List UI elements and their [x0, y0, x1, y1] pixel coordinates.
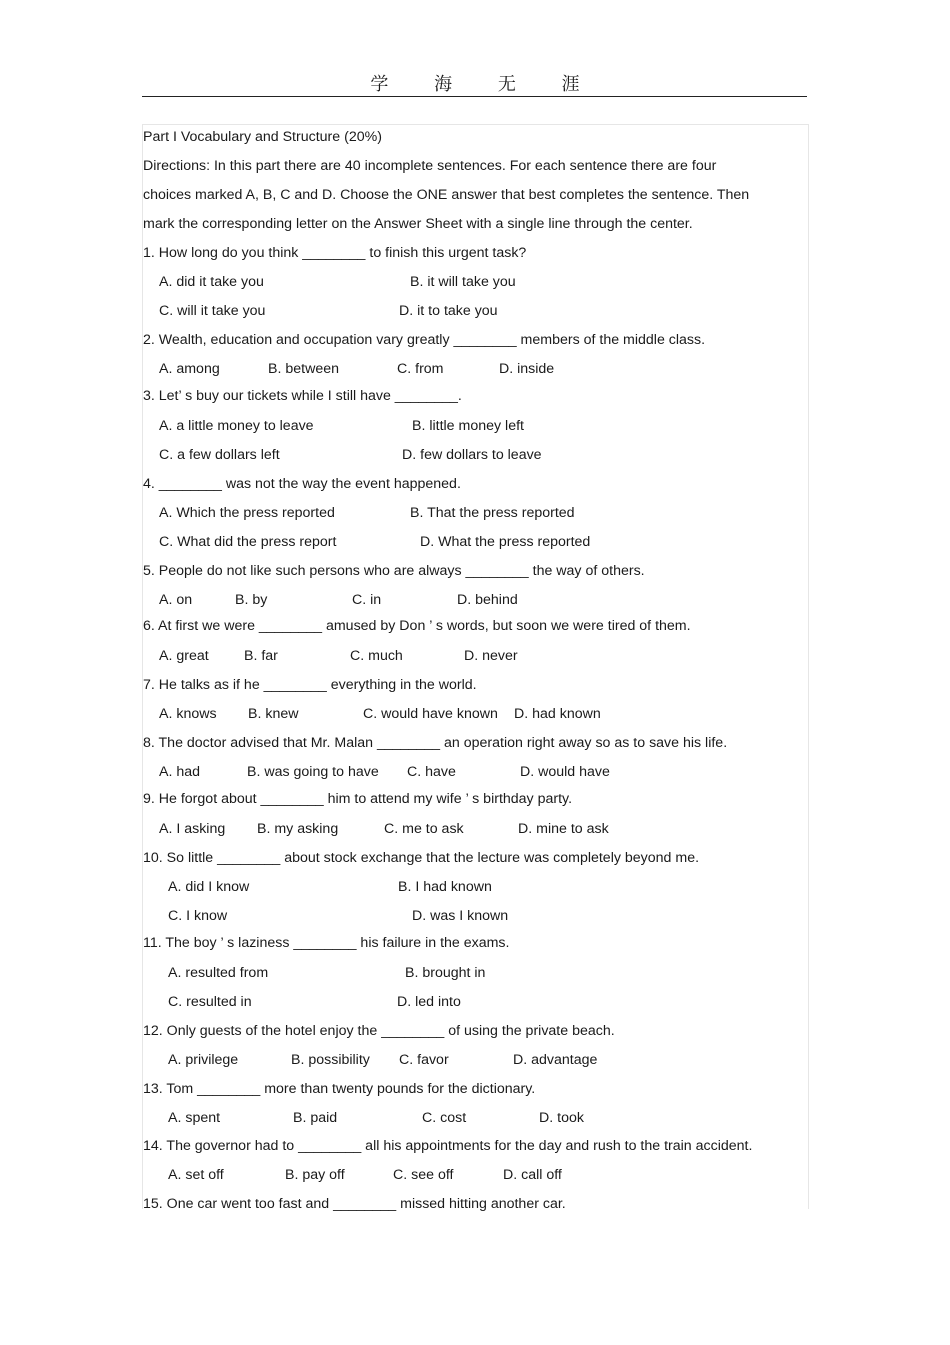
- answer-option: A. set off: [168, 1167, 224, 1183]
- question-stem: 10. So little ________ about stock exchange that the lecture was completely beyond me.: [143, 850, 700, 866]
- answer-option: C. will it take you: [159, 303, 266, 319]
- question-stem: 12. Only guests of the hotel enjoy the ________ of using the private beach.: [143, 1023, 615, 1039]
- answer-option: B. brought in: [405, 965, 486, 981]
- section-title: Part I Vocabulary and Structure (20%): [143, 129, 382, 145]
- answer-option: C. cost: [422, 1110, 467, 1126]
- question-stem: 11. The boy ’ s laziness ________ his failure in the exams.: [143, 935, 510, 951]
- answer-option: A. privilege: [168, 1052, 239, 1068]
- answer-option: D. was I known: [412, 908, 509, 924]
- answer-option: A. resulted from: [168, 965, 269, 981]
- question-stem: 13. Tom ________ more than twenty pounds for the dictionary.: [143, 1081, 536, 1097]
- answer-option: C. much: [350, 648, 403, 664]
- question-stem: 3. Let’ s buy our tickets while I still have ________.: [143, 388, 462, 404]
- answer-option: C. What did the press report: [159, 534, 337, 550]
- header-divider: [142, 96, 807, 97]
- answer-option: A. did I know: [168, 879, 250, 895]
- answer-option: B. far: [244, 648, 278, 664]
- directions-line: mark the corresponding letter on the Answer Sheet with a single line through the center.: [143, 216, 693, 232]
- answer-option: D. call off: [503, 1167, 562, 1183]
- answer-option: A. I asking: [159, 821, 226, 837]
- answer-option: D. mine to ask: [518, 821, 609, 837]
- question-stem: 6. At first we were ________ amused by Don ’ s words, but soon we were tired of them.: [143, 618, 691, 634]
- answer-option: B. I had known: [398, 879, 492, 895]
- answer-option: A. among: [159, 361, 220, 377]
- answer-option: D. took: [539, 1110, 584, 1126]
- answer-option: C. me to ask: [384, 821, 464, 837]
- answer-option: B. it will take you: [410, 274, 516, 290]
- answer-option: C. from: [397, 361, 444, 377]
- answer-option: D. it to take you: [399, 303, 498, 319]
- answer-option: D. behind: [457, 592, 518, 608]
- answer-option: B. was going to have: [247, 764, 379, 780]
- answer-option: D. What the press reported: [420, 534, 591, 550]
- question-stem: 7. He talks as if he ________ everything in the world.: [143, 677, 477, 693]
- answer-option: B. little money left: [412, 418, 524, 434]
- answer-option: C. in: [352, 592, 382, 608]
- answer-option: B. my asking: [257, 821, 339, 837]
- question-stem: 8. The doctor advised that Mr. Malan ________ an operation right away so as to save his life.: [143, 735, 728, 751]
- question-stem: 15. One car went too fast and ________ missed hitting another car.: [143, 1196, 566, 1212]
- answer-option: D. never: [464, 648, 518, 664]
- answer-option: B. paid: [293, 1110, 338, 1126]
- directions-line: Directions: In this part there are 40 incomplete sentences. For each sentence there are four: [143, 158, 717, 174]
- page-header-title: 学 海 无 涯: [370, 74, 600, 95]
- answer-option: A. spent: [168, 1110, 221, 1126]
- answer-option: D. led into: [397, 994, 461, 1010]
- question-stem: 4. ________ was not the way the event happened.: [143, 476, 461, 492]
- answer-option: C. see off: [393, 1167, 454, 1183]
- answer-option: A. knows: [159, 706, 217, 722]
- question-stem: 9. He forgot about ________ him to attend my wife ’ s birthday party.: [143, 791, 573, 807]
- answer-option: A. great: [159, 648, 209, 664]
- answer-option: C. would have known: [363, 706, 498, 722]
- answer-option: D. few dollars to leave: [402, 447, 542, 463]
- answer-option: A. did it take you: [159, 274, 264, 290]
- answer-option: A. on: [159, 592, 193, 608]
- question-stem: 2. Wealth, education and occupation vary greatly ________ members of the middle class.: [143, 332, 706, 348]
- answer-option: A. had: [159, 764, 201, 780]
- answer-option: D. advantage: [513, 1052, 598, 1068]
- answer-option: D. would have: [520, 764, 610, 780]
- answer-option: B. knew: [248, 706, 299, 722]
- question-stem: 14. The governor had to ________ all his appointments for the day and rush to the train accident.: [143, 1138, 753, 1154]
- answer-option: B. between: [268, 361, 339, 377]
- question-stem: 1. How long do you think ________ to finish this urgent task?: [143, 245, 527, 261]
- answer-option: B. pay off: [285, 1167, 345, 1183]
- answer-option: C. resulted in: [168, 994, 252, 1010]
- directions-line: choices marked A, B, C and D. Choose the ONE answer that best completes the sentence. Then: [143, 187, 750, 203]
- answer-option: C. a few dollars left: [159, 447, 280, 463]
- answer-option: B. by: [235, 592, 268, 608]
- answer-option: D. inside: [499, 361, 555, 377]
- answer-option: B. possibility: [291, 1052, 370, 1068]
- question-stem: 5. People do not like such persons who are always ________ the way of others.: [143, 563, 645, 579]
- answer-option: C. have: [407, 764, 456, 780]
- answer-option: A. a little money to leave: [159, 418, 314, 434]
- answer-option: D. had known: [514, 706, 601, 722]
- answer-option: A. Which the press reported: [159, 505, 335, 521]
- answer-option: C. favor: [399, 1052, 449, 1068]
- answer-option: C. I know: [168, 908, 228, 924]
- answer-option: B. That the press reported: [410, 505, 575, 521]
